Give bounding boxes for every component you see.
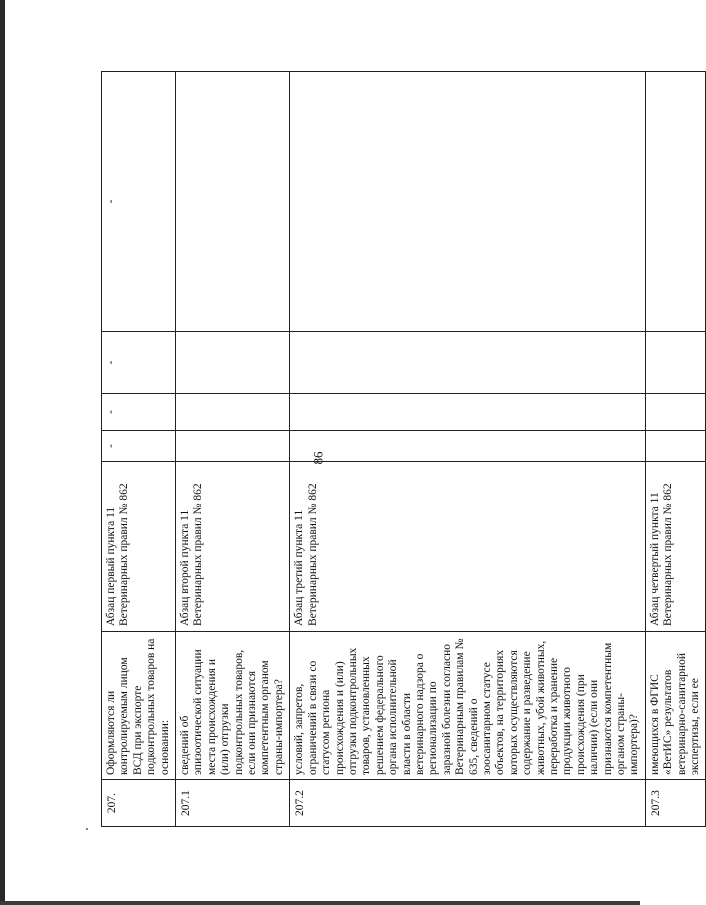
item-number: 207. bbox=[102, 780, 176, 827]
answer-not-applicable-cell: - bbox=[102, 332, 176, 394]
table-row bbox=[645, 72, 706, 827]
answer-no-cell: - bbox=[102, 394, 176, 431]
table-row bbox=[102, 72, 176, 827]
scan-edge-left bbox=[0, 0, 5, 905]
note-cell bbox=[176, 72, 290, 332]
item-legal-basis: Абзац четвертый пункта 11 Ветеринарных правил № 862 bbox=[645, 462, 706, 632]
checklist-table bbox=[101, 71, 706, 827]
answer-yes-cell: - bbox=[102, 431, 176, 462]
answer-not-applicable-cell bbox=[176, 332, 290, 394]
item-legal-basis: Абзац третий пункта 11 Ветеринарных правил № 862 bbox=[290, 462, 646, 632]
item-question: Оформляются ли контролируемым лицом ВСД при экспорте подконтрольных товаров на основании: bbox=[102, 632, 176, 780]
item-legal-basis: Абзац второй пункта 11 Ветеринарных правил № 862 bbox=[176, 462, 290, 632]
note-cell: - bbox=[102, 72, 176, 332]
answer-not-applicable-cell bbox=[290, 332, 646, 394]
checklist-table-rotated bbox=[101, 72, 702, 827]
table-row bbox=[290, 72, 646, 827]
answer-yes-cell bbox=[290, 431, 646, 462]
answer-no-cell bbox=[290, 394, 646, 431]
item-legal-basis: Абзац первый пункта 11 Ветеринарных правил № 862 bbox=[102, 462, 176, 632]
table-row bbox=[176, 72, 290, 827]
scan-edge-bottom bbox=[0, 901, 640, 905]
page-number: 86 bbox=[310, 451, 326, 465]
item-number: 207.3 bbox=[645, 780, 706, 827]
note-cell bbox=[290, 72, 646, 332]
answer-no-cell bbox=[645, 394, 706, 431]
note-cell bbox=[645, 72, 706, 332]
answer-no-cell bbox=[176, 394, 290, 431]
answer-yes-cell bbox=[176, 431, 290, 462]
answer-yes-cell bbox=[645, 431, 706, 462]
scan-speck bbox=[86, 828, 88, 830]
item-number: 207.2 bbox=[290, 780, 646, 827]
item-question: условий, запретов, ограничений в связи со статусом региона происхождения и (или) отгрузки подконтрольных товаров, установленных решением федерального органа исполнительной власти в области ветеринарного надзора о регионализации по заразной болезни согласно Ветеринарным правилам № 635, сведений о зоосанитарном статусе объектов, на территориях которых осуществляются содержание и разведение животных, убой животных, переработка и хранение продукции животного происхождения (при наличии) (если они признаются компетентным органом страны-импортера)? bbox=[290, 632, 646, 780]
item-question: сведений об эпизоотической ситуации места происхождения и (или) отгрузки подконтрольных товаров, если они признаются компетентным органом страны-импортера? bbox=[176, 632, 290, 780]
item-question: имеющихся в ФГИС «ВетИС» результатов ветеринарно-санитарной экспертизы, если ее bbox=[645, 632, 706, 780]
item-number: 207.1 bbox=[176, 780, 290, 827]
answer-not-applicable-cell bbox=[645, 332, 706, 394]
